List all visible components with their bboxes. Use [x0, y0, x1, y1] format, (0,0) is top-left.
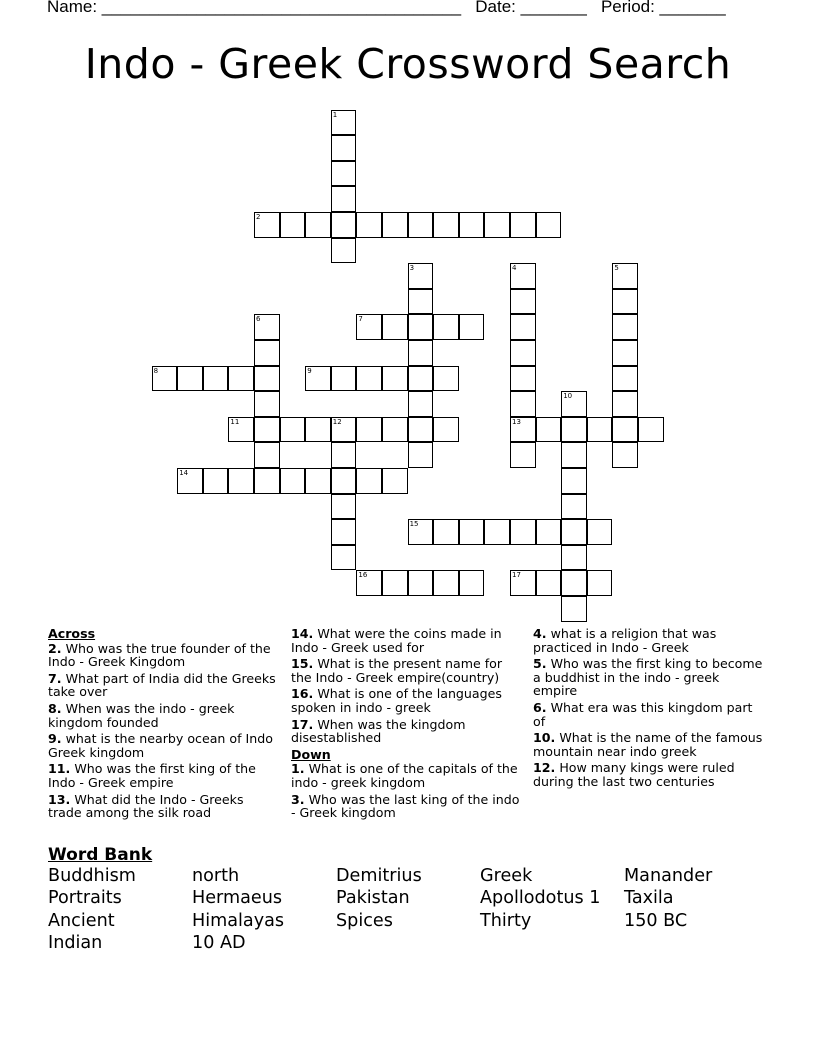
grid-cell[interactable] [254, 442, 280, 468]
period-field[interactable]: Period: _______ [600, 0, 726, 16]
grid-cell[interactable] [484, 212, 510, 238]
grid-cell[interactable] [331, 442, 357, 468]
word-bank-item: Indian [48, 933, 103, 954]
clue-number-13: 13 [512, 417, 521, 426]
grid-cell[interactable] [408, 366, 434, 392]
grid-cell[interactable] [228, 468, 254, 494]
clue-number-15: 15 [409, 520, 419, 529]
grid-cell[interactable] [203, 366, 229, 392]
clue-number-9: 9 [307, 366, 312, 375]
grid-cell[interactable] [408, 314, 434, 340]
grid-cell[interactable] [561, 545, 587, 571]
across-clue [48, 762, 280, 789]
clue-number: 16. [291, 686, 314, 702]
clue-number-11: 11 [230, 417, 240, 426]
clue-number-17: 17 [512, 571, 521, 580]
down-clue [291, 793, 523, 820]
grid-cell[interactable] [382, 468, 408, 494]
grid-cell[interactable] [510, 340, 536, 366]
clue-number-5: 5 [614, 264, 619, 273]
grid-cell[interactable] [459, 519, 485, 545]
grid-cell[interactable] [331, 494, 357, 520]
clue-number: 6. [533, 699, 547, 715]
word-bank-item: Himalayas [192, 910, 285, 931]
across-clue [48, 642, 280, 669]
grid-cell[interactable] [331, 212, 357, 238]
grid-cell[interactable] [561, 570, 587, 596]
clue-number: 12. [533, 760, 556, 776]
clue-text: What era was this kingdom part of [533, 699, 753, 729]
grid-cell[interactable] [612, 366, 638, 392]
grid-cell[interactable] [382, 212, 408, 238]
clue-number: 17. [291, 716, 314, 732]
clue-number: 1. [291, 761, 305, 777]
clue-text: When was the indo - greek kingdom founded [48, 700, 235, 730]
down-clue [533, 657, 765, 698]
name-field[interactable]: Name: ______________________________________ [47, 0, 462, 16]
grid-cell[interactable] [254, 391, 280, 417]
grid-cell[interactable] [612, 289, 638, 315]
grid-cell[interactable] [408, 212, 434, 238]
grid-cell[interactable] [331, 161, 357, 187]
clue-text: What part of India did the Greeks take over [48, 670, 276, 700]
grid-cell[interactable] [561, 596, 587, 622]
clue-number: 8. [48, 700, 62, 716]
grid-cell[interactable] [254, 340, 280, 366]
grid-cell[interactable] [510, 391, 536, 417]
grid-cell[interactable] [408, 340, 434, 366]
clue-number-8: 8 [153, 366, 159, 375]
grid-cell[interactable] [305, 417, 331, 443]
word-bank-item: north [192, 866, 240, 886]
grid-cell[interactable] [587, 570, 613, 596]
clue-text: what is a religion that was practiced in Indo - Greek [533, 626, 717, 655]
grid-cell[interactable] [510, 442, 536, 468]
grid-cell[interactable] [254, 417, 280, 443]
clue-number: 2. [48, 640, 62, 656]
across-clue [48, 672, 280, 699]
clue-text: What did the Indo - Greeks trade among the silk road [48, 791, 244, 821]
grid-cell[interactable] [408, 570, 434, 596]
grid-cell[interactable] [382, 366, 408, 392]
grid-cell[interactable] [280, 417, 306, 443]
grid-cell[interactable] [331, 238, 357, 264]
clue-text: Who was the first king of the Indo - Greek empire [48, 761, 256, 790]
clue-number: 5. [533, 656, 547, 672]
grid-cell[interactable] [254, 366, 280, 392]
grid-cell[interactable] [510, 212, 536, 238]
grid-cell[interactable] [408, 442, 434, 468]
across-clue [48, 793, 280, 820]
grid-cell[interactable] [433, 366, 459, 392]
word-bank-item: Hermaeus [192, 888, 283, 909]
grid-cell[interactable] [280, 212, 306, 238]
clue-number-2: 2 [256, 213, 261, 221]
grid-cell[interactable] [382, 417, 408, 443]
clue-text: What is one of the capitals of the indo - greek kingdom [291, 761, 518, 790]
clue-number-6: 6 [256, 315, 261, 324]
clue-text: What is the name of the famous mountain near indo greek [533, 730, 763, 759]
word-bank-item: Apollodotus 1 [480, 888, 601, 909]
across-clue [48, 702, 280, 729]
clue-number: 4. [533, 626, 547, 641]
grid-cell[interactable] [356, 366, 382, 392]
grid-cell[interactable] [305, 468, 331, 494]
clues-column-1 [48, 627, 280, 823]
grid-cell[interactable] [331, 186, 357, 212]
grid-cell[interactable] [510, 314, 536, 340]
grid-cell[interactable] [612, 314, 638, 340]
grid-cell[interactable] [561, 494, 587, 520]
grid-cell[interactable] [536, 212, 562, 238]
word-bank-item: 10 AD [192, 933, 246, 954]
across-clue [48, 732, 280, 759]
clue-number-4: 4 [512, 264, 517, 273]
down-heading: Down [291, 746, 331, 762]
word-bank-item: Taxila [624, 888, 674, 909]
across-clue [291, 627, 523, 654]
word-bank-item: Ancient [48, 910, 115, 931]
word-bank-item: Buddhism [48, 866, 136, 886]
date-field[interactable]: Date: _______ [475, 0, 587, 16]
clue-text: What were the coins made in Indo - Greek used for [291, 626, 502, 655]
grid-cell[interactable] [331, 545, 357, 571]
clue-text: Who was the first king to become a buddhist in the indo - greek empire [533, 656, 763, 699]
grid-cell[interactable] [638, 417, 664, 443]
clue-number-7: 7 [358, 315, 363, 324]
grid-cell[interactable] [305, 212, 331, 238]
grid-cell[interactable] [280, 468, 306, 494]
grid-cell[interactable] [536, 417, 562, 443]
grid-cell[interactable] [433, 417, 459, 443]
clues-column-2 [291, 627, 523, 823]
word-bank-item: Greek [480, 866, 533, 886]
grid-cell[interactable] [433, 519, 459, 545]
down-clue [291, 762, 523, 789]
word-bank [48, 867, 768, 953]
grid-cell[interactable] [536, 570, 562, 596]
word-bank-item: Portraits [48, 888, 122, 909]
grid-cell[interactable] [587, 417, 613, 443]
clues-column-3 [533, 627, 765, 792]
clue-text: Who was the true founder of the Indo - Greek Kingdom [48, 640, 271, 670]
down-clue [533, 731, 765, 758]
grid-cell[interactable] [612, 340, 638, 366]
grid-cell[interactable] [331, 135, 357, 161]
grid-cell[interactable] [356, 417, 382, 443]
clue-text: When was the kingdom disestablished [291, 716, 466, 746]
grid-cell[interactable] [536, 519, 562, 545]
down-clue [533, 761, 765, 788]
word-bank-item: 150 BC [624, 910, 688, 931]
across-clue [291, 687, 523, 714]
grid-cell[interactable] [254, 468, 280, 494]
grid-cell[interactable] [561, 417, 587, 443]
grid-cell[interactable] [561, 442, 587, 468]
grid-cell[interactable] [484, 519, 510, 545]
grid-cell[interactable] [433, 212, 459, 238]
page-title: Indo - Greek Crossword Search [84, 40, 732, 88]
clue-text: What is one of the languages spoken in indo - greek [291, 686, 502, 715]
word-bank-item: Demitrius [336, 866, 422, 886]
grid-cell[interactable] [331, 519, 357, 545]
word-bank-item: Spices [336, 910, 393, 931]
down-clue [533, 627, 765, 654]
grid-cell[interactable] [203, 468, 229, 494]
clue-number-16: 16 [358, 571, 368, 580]
grid-cell[interactable] [459, 314, 485, 340]
clue-number: 7. [48, 670, 62, 686]
grid-cell[interactable] [408, 391, 434, 417]
clue-number: 15. [291, 656, 314, 672]
clue-number: 13. [48, 791, 71, 807]
grid-cell[interactable] [356, 212, 382, 238]
clue-text: Who was the last king of the indo - Greek kingdom [291, 791, 520, 821]
grid-cell[interactable] [612, 417, 638, 443]
down-clue [533, 701, 765, 728]
grid-cell[interactable] [510, 519, 536, 545]
grid-cell[interactable] [228, 366, 254, 392]
grid-cell[interactable] [459, 570, 485, 596]
grid-cell[interactable] [459, 212, 485, 238]
grid-cell[interactable] [408, 417, 434, 443]
grid-cell[interactable] [612, 442, 638, 468]
clue-number: 3. [291, 791, 305, 807]
clue-number-3: 3 [409, 264, 415, 273]
grid-cell[interactable] [561, 519, 587, 545]
grid-cell[interactable] [433, 314, 459, 340]
grid-cell[interactable] [587, 519, 613, 545]
grid-cell[interactable] [561, 468, 587, 494]
grid-cell[interactable] [510, 289, 536, 315]
word-bank-item: Thirty [480, 910, 532, 931]
clue-text: How many kings were ruled during the last two centuries [533, 760, 735, 789]
across-clue [291, 657, 523, 684]
grid-cell[interactable] [382, 314, 408, 340]
grid-cell[interactable] [510, 366, 536, 392]
across-heading: Across [48, 626, 96, 641]
grid-cell[interactable] [612, 391, 638, 417]
grid-cell[interactable] [356, 468, 382, 494]
word-bank-item: Manander [624, 866, 713, 886]
grid-cell[interactable] [331, 366, 357, 392]
word-bank-title: Word Bank [48, 845, 153, 865]
clue-number: 10. [533, 730, 556, 746]
across-clue [291, 718, 523, 745]
clue-number: 11. [48, 761, 71, 777]
clue-number-1: 1 [332, 110, 338, 119]
clue-number: 9. [48, 731, 62, 747]
grid-cell[interactable] [408, 289, 434, 315]
grid-cell[interactable] [177, 366, 203, 392]
word-bank-item: Pakistan [336, 888, 410, 909]
clue-text: what is the nearby ocean of Indo Greek kingdom [48, 731, 273, 760]
grid-cell[interactable] [382, 570, 408, 596]
clue-number-14: 14 [179, 469, 189, 477]
clue-text: What is the present name for the Indo - Greek empire(country) [291, 656, 503, 685]
clue-number-10: 10 [563, 392, 573, 401]
grid-cell[interactable] [433, 570, 459, 596]
grid-cell[interactable] [331, 468, 357, 494]
clue-number-12: 12 [332, 417, 342, 426]
clue-number: 14. [291, 626, 314, 641]
